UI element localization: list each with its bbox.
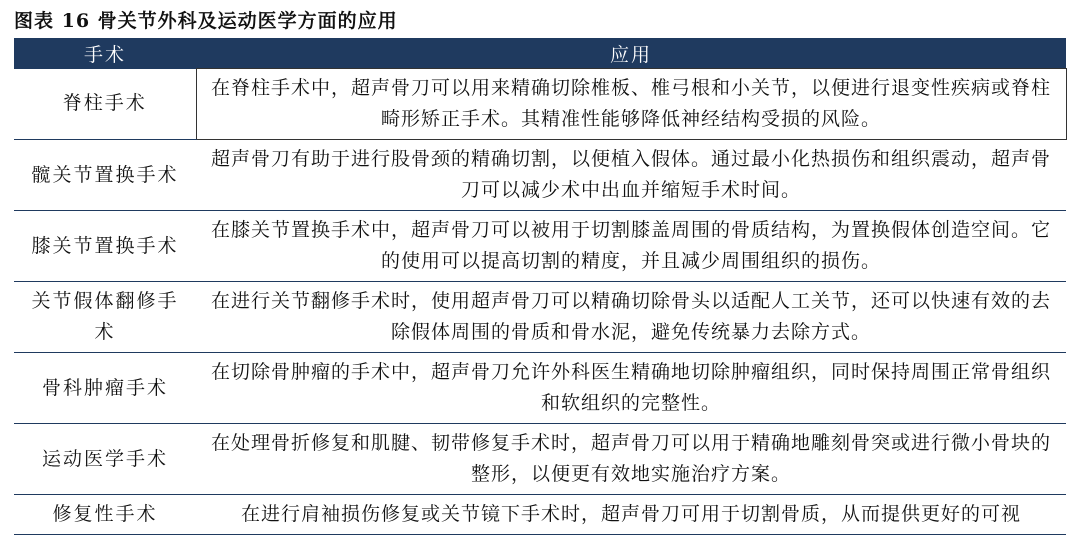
application-cell: 超声骨刀有助于进行股骨颈的精确切割，以便植入假体。通过最小化热损伤和组织震动，超声骨刀可以减少术中出血并缩短手术时间。 (196, 140, 1066, 211)
table-row (14, 424, 1066, 495)
surgery-cell: 运动医学手术 (14, 424, 196, 495)
table-row (14, 495, 1066, 535)
application-cell: 在切除骨肿瘤的手术中，超声骨刀允许外科医生精确地切除肿瘤组织，同时保持周围正常骨组织和软组织的完整性。 (196, 353, 1066, 424)
table-row (14, 211, 1066, 282)
surgery-cell: 修复性手术 (14, 495, 196, 535)
figure-caption: 图表 16 骨关节外科及运动医学方面的应用 (14, 10, 398, 32)
column-header-surgery: 手术 (14, 38, 196, 69)
table-row (14, 282, 1066, 353)
surgery-cell: 关节假体翻修手术 (14, 282, 196, 353)
surgery-cell: 骨科肿瘤手术 (14, 353, 196, 424)
application-cell: 在脊柱手术中，超声骨刀可以用来精确切除椎板、椎弓根和小关节，以便进行退变性疾病或脊柱畸形矫正手术。其精准性能够降低神经结构受损的风险。 (196, 69, 1066, 140)
application-cell: 在膝关节置换手术中，超声骨刀可以被用于切割膝盖周围的骨质结构，为置换假体创造空间。它的使用可以提高切割的精度，并且减少周围组织的损伤。 (196, 211, 1066, 282)
table-row (14, 140, 1066, 211)
surgery-cell: 髋关节置换手术 (14, 140, 196, 211)
surgery-cell: 脊柱手术 (14, 69, 196, 140)
application-cell: 在进行肩袖损伤修复或关节镜下手术时，超声骨刀可用于切割骨质，从而提供更好的可视 (196, 495, 1066, 535)
application-cell: 在处理骨折修复和肌腱、韧带修复手术时，超声骨刀可以用于精确地雕刻骨突或进行微小骨块的整形，以便更有效地实施治疗方案。 (196, 424, 1066, 495)
surgery-cell: 膝关节置换手术 (14, 211, 196, 282)
column-header-application: 应用 (196, 38, 1066, 69)
table-row (14, 353, 1066, 424)
applications-table (14, 38, 1067, 535)
table-header-row (14, 38, 1066, 69)
application-cell: 在进行关节翻修手术时，使用超声骨刀可以精确切除骨头以适配人工关节，还可以快速有效的去除假体周围的骨质和骨水泥，避免传统暴力去除方式。 (196, 282, 1066, 353)
table-row (14, 69, 1066, 140)
